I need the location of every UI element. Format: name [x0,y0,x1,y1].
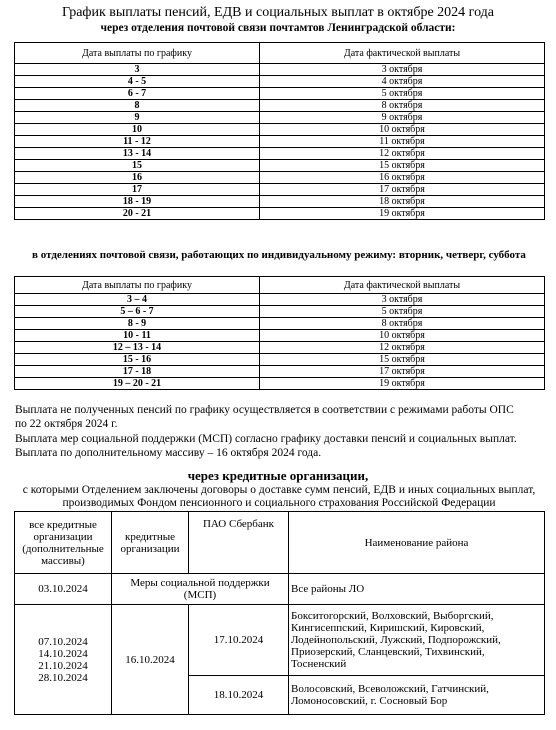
table-row [15,366,545,378]
scheduled-date-cell: 15 [15,160,260,172]
column-header-scheduled-date: Дата выплаты по графику [15,277,260,294]
actual-date-cell: 19 октября [260,378,545,390]
sberbank-date-cell: 17.10.2024 [189,605,289,676]
table-row [15,330,545,342]
column-header-actual-date: Дата фактической выплаты [260,43,545,64]
date-line: 07.10.2024 [38,635,88,648]
actual-date-cell: 17 октября [260,366,545,378]
scheduled-date-cell: 4 - 5 [15,76,260,88]
credit-schedule-table [14,511,545,715]
note-msp-payment: Выплата мер социальной поддержки (МСП) согласно графику доставки пенсий и социальных выплат. [15,433,517,445]
scheduled-date-cell: 9 [15,112,260,124]
scheduled-date-cell: 18 - 19 [15,196,260,208]
table-row [15,354,545,366]
actual-date-cell: 12 октября [260,148,545,160]
scheduled-date-cell: 10 - 11 [15,330,260,342]
district-list-cell: Волосовский, Всеволожский, Гатчинский, Ломоносовский, г. Сосновый Бор [289,676,545,715]
section-credit-title: через кредитные организации, [187,468,369,483]
actual-date-cell: 15 октября [260,354,545,366]
table-row [15,318,545,330]
credit-date-cell: 16.10.2024 [112,605,189,715]
table-row [15,342,545,354]
table-row [15,306,545,318]
scheduled-date-cell: 8 - 9 [15,318,260,330]
column-header-sberbank: ПАО Сбербанк [189,512,289,574]
table-row [15,124,545,136]
msp-date-cell: 03.10.2024 [15,574,112,605]
table-row [15,378,545,390]
scheduled-date-cell: 6 - 7 [15,88,260,100]
table-row [15,64,545,76]
scheduled-date-cell: 13 - 14 [15,148,260,160]
actual-date-cell: 11 октября [260,136,545,148]
actual-date-cell: 10 октября [260,330,545,342]
page-title: График выплаты пенсий, ЕДВ и социальных выплат в октябре 2024 года [61,5,495,20]
district-list-cell: Бокситогорский, Волховский, Выборгский, Кингисеппский, Киришский, Кировский, Лодейнопольский, Лужский, Подпорожский, Приозерский, Сланцевский, Тихвинский, Тосненский [289,605,545,676]
actual-date-cell: 18 октября [260,196,545,208]
table-row [15,184,545,196]
table-header-row [15,43,545,64]
table-row [15,196,545,208]
table-row [15,148,545,160]
actual-date-cell: 10 октября [260,124,545,136]
actual-date-cell: 8 октября [260,318,545,330]
column-header-credit: кредитные организации [112,512,189,574]
scheduled-date-cell: 17 [15,184,260,196]
column-header-all-credit: все кредитные организации (дополнительные массивы) [15,512,112,574]
sberbank-date-cell: 18.10.2024 [189,676,289,715]
table-header-row [15,277,545,294]
scheduled-date-cell: 3 [15,64,260,76]
actual-date-cell: 5 октября [260,88,545,100]
post-schedule-table [14,42,545,220]
table-row [15,112,545,124]
table-row [15,172,545,184]
scheduled-date-cell: 5 – 6 - 7 [15,306,260,318]
msp-label-cell: Меры социальной поддержки (МСП) [112,574,289,605]
actual-date-cell: 3 октября [260,294,545,306]
table-row [15,88,545,100]
msp-district-cell: Все районы ЛО [289,574,545,605]
date-line: 14.10.2024 [38,647,88,660]
section-individual-mode-title: в отделениях почтовой связи, работающих по индивидуальному режиму: вторник, четверг, суббота [32,249,526,261]
section-post-offices-title: через отделения почтовой связи почтамтов Ленинградской области: [100,22,456,34]
table-header-row [15,512,545,574]
table-row [15,574,545,605]
note-deadline: по 22 октября 2024 г. [15,418,118,430]
individual-schedule-table [14,276,545,390]
scheduled-date-cell: 17 - 18 [15,366,260,378]
table-row [15,208,545,220]
date-line: 21.10.2024 [38,659,88,672]
column-header-actual-date: Дата фактической выплаты [260,277,545,294]
actual-date-cell: 19 октября [260,208,545,220]
scheduled-date-cell: 20 - 21 [15,208,260,220]
note-unreceived-pensions: Выплата не полученных пенсий по графику осуществляется в соответствии с режимами работы ОПС [15,404,514,416]
actual-date-cell: 3 октября [260,64,545,76]
note-additional-array: Выплата по дополнительному массиву – 16 октября 2024 года. [15,447,322,459]
actual-date-cell: 9 октября [260,112,545,124]
scheduled-date-cell: 8 [15,100,260,112]
actual-date-cell: 17 октября [260,184,545,196]
scheduled-date-cell: 12 – 13 - 14 [15,342,260,354]
scheduled-date-cell: 19 – 20 - 21 [15,378,260,390]
scheduled-date-cell: 11 - 12 [15,136,260,148]
scheduled-date-cell: 16 [15,172,260,184]
actual-date-cell: 12 октября [260,342,545,354]
actual-date-cell: 16 октября [260,172,545,184]
table-row [15,605,545,676]
actual-date-cell: 15 октября [260,160,545,172]
scheduled-date-cell: 10 [15,124,260,136]
table-row [15,76,545,88]
section-credit-subtitle: с которыми Отделением заключены договоры о доставке сумм пенсий, ЕДВ и иных социальных выплат, производимых Фондом пенсионного и социального страхования Российской Федерации [22,484,536,509]
table-row [15,294,545,306]
table-row [15,100,545,112]
date-line: 28.10.2024 [38,671,88,684]
actual-date-cell: 4 октября [260,76,545,88]
column-header-scheduled-date: Дата выплаты по графику [15,43,260,64]
column-header-district: Наименование района [289,512,545,574]
table-row [15,160,545,172]
actual-date-cell: 5 октября [260,306,545,318]
scheduled-date-cell: 15 - 16 [15,354,260,366]
actual-date-cell: 8 октября [260,100,545,112]
scheduled-date-cell: 3 – 4 [15,294,260,306]
all-credit-dates-cell [15,605,112,715]
table-row [15,136,545,148]
